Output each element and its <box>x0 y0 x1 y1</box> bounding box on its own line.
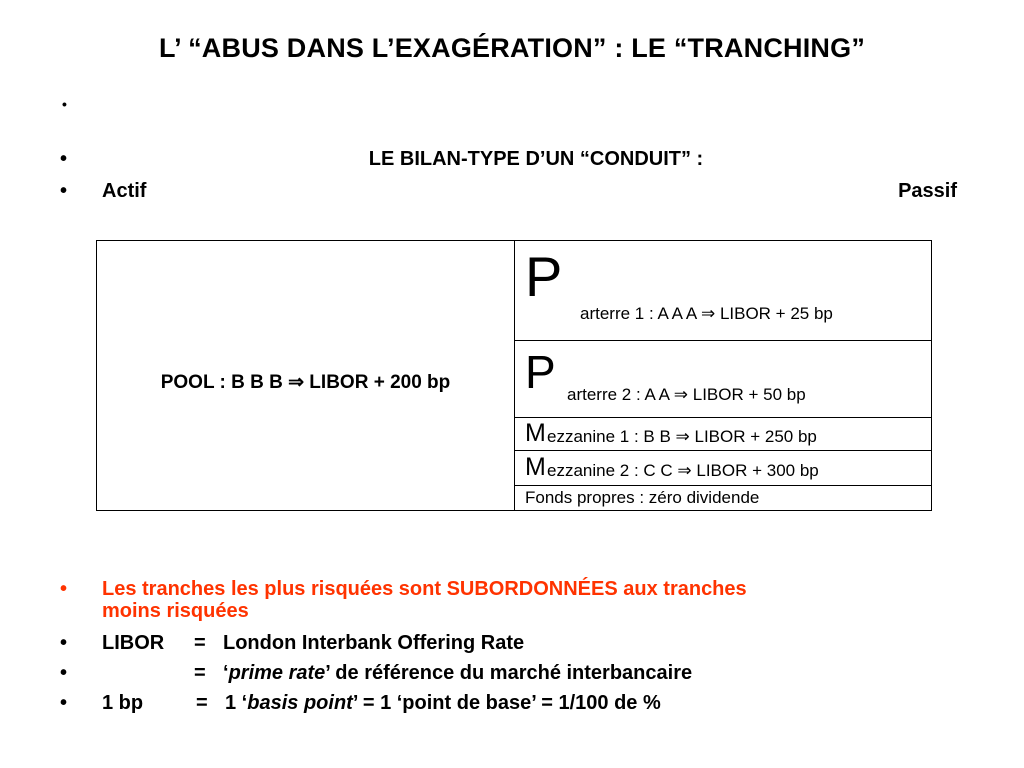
basis-point-term: basis point <box>247 692 353 714</box>
bullet: • <box>60 662 68 684</box>
tranche-row <box>515 451 931 486</box>
tranche-row <box>515 341 931 418</box>
empty-bullet: • <box>62 96 67 112</box>
tranche-row <box>515 486 931 510</box>
bullet: • <box>60 578 68 600</box>
open-quote: ‘ <box>223 662 229 684</box>
tranche-row <box>515 241 931 341</box>
prime-rate-rest: ’ de référence du marché interbancaire <box>325 662 693 684</box>
prime-equals: = <box>194 662 206 684</box>
subordination-note-line1: Les tranches les plus risquées sont SUBORDONNÉES aux tranches <box>102 578 747 600</box>
bullet: • <box>60 692 68 714</box>
tranche-initial: P <box>525 346 556 398</box>
bullet: • <box>60 632 68 654</box>
bp-definition <box>225 692 661 715</box>
subordination-note-line2: moins risquées <box>102 600 249 622</box>
prime-rate-definition <box>223 662 692 685</box>
balance-sheet-table <box>96 240 932 511</box>
bp-term: 1 bp <box>102 692 144 714</box>
libor-equals: = <box>194 632 206 654</box>
bullet: • <box>60 180 68 202</box>
tranche-row <box>515 418 931 451</box>
asset-pool-cell <box>97 241 515 510</box>
tranche-initial: M <box>525 453 546 481</box>
passif-label: Passif <box>898 180 957 202</box>
bp-prefix: 1 ‘ <box>225 692 248 714</box>
tranche-text: arterre 1 : A A A ⇒ LIBOR + 25 bp <box>580 304 833 323</box>
libor-definition: London Interbank Offering Rate <box>223 632 525 654</box>
slide-title: L’ “ABUS DANS L’EXAGÉRATION” : LE “TRANCHING” <box>158 33 866 63</box>
prime-rate-term: prime rate <box>228 662 326 684</box>
actif-label: Actif <box>102 180 147 202</box>
tranche-text: arterre 2 : A A ⇒ LIBOR + 50 bp <box>567 385 806 404</box>
tranche-text: Fonds propres : zéro dividende <box>525 488 760 507</box>
tranche-initial: M <box>525 419 546 447</box>
pool-label: POOL : B B B ⇒ LIBOR + 200 bp <box>160 372 451 393</box>
bp-rest: ’ = 1 ‘point de base’ = 1/100 de % <box>352 692 661 714</box>
bullet: • <box>60 148 68 170</box>
tranche-initial: P <box>525 245 563 308</box>
tranche-text: ezzanine 2 : C C ⇒ LIBOR + 300 bp <box>547 461 819 480</box>
tranche-text: ezzanine 1 : B B ⇒ LIBOR + 250 bp <box>547 427 817 446</box>
bp-equals: = <box>196 692 208 714</box>
libor-term: LIBOR <box>102 632 165 654</box>
balance-heading: LE BILAN-TYPE D’UN “CONDUIT” : <box>368 148 704 170</box>
